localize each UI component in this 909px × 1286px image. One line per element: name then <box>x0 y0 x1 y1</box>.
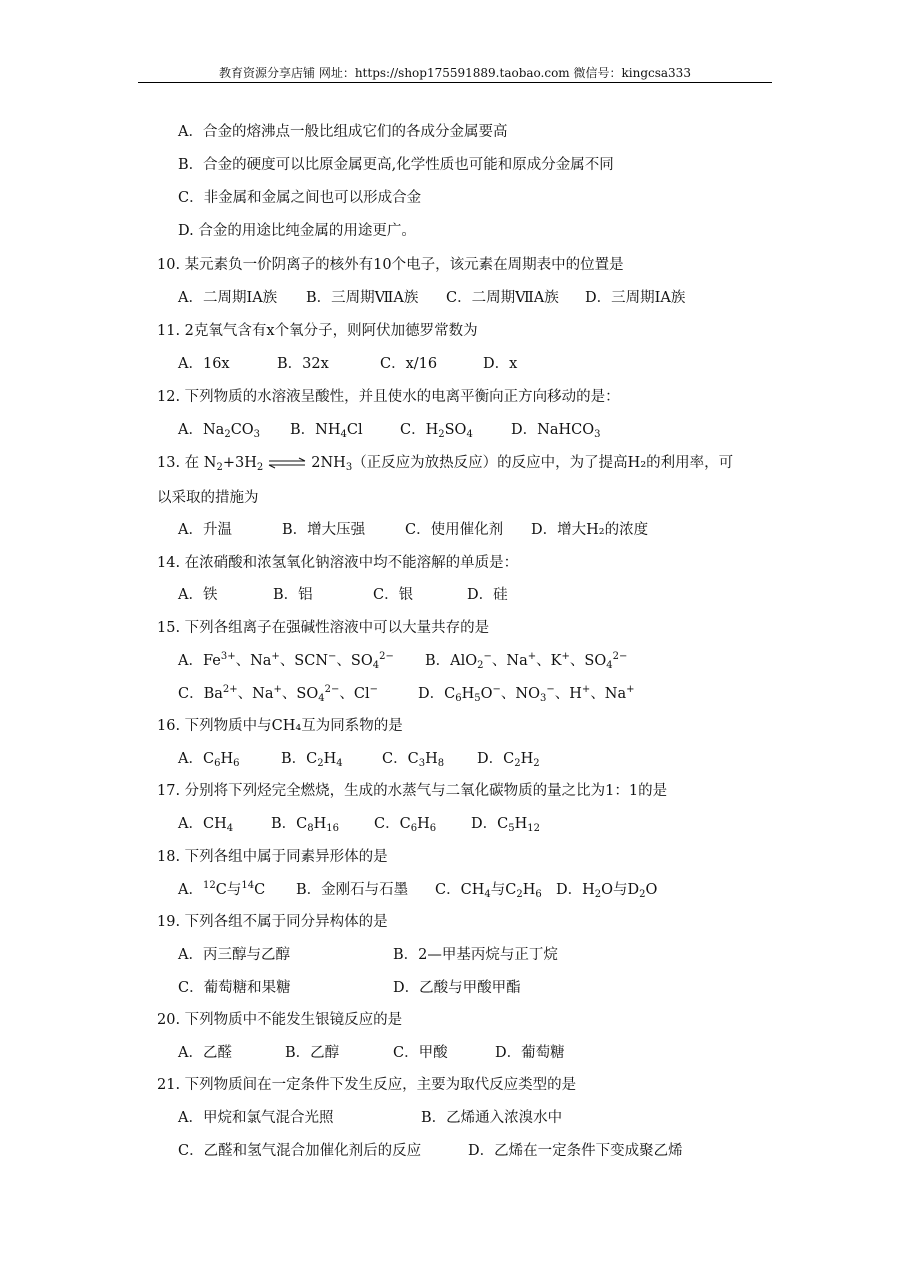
page-header: 教育资源分享店铺 网址：https://shop175591889.taobao.com 微信号：kingcsa333 <box>219 66 691 80</box>
q10-option-c: C．二周期ⅦA族 <box>446 290 559 306</box>
q14-stem: 14. 在浓硝酸和浓氢氧化钠溶液中均不能溶解的单质是： <box>157 555 519 571</box>
q10-stem: 10. 某元素负一价阴离子的核外有10个电子，该元素在周期表中的位置是 <box>157 257 624 273</box>
q15-option-d: D．$C_6H_5O^-$、$NO_3^-$、H+、Na+ <box>418 684 635 704</box>
q10-option-a: A．二周期ⅠA族 <box>178 290 278 306</box>
q15-stem: 15. 下列各组离子在强碱性溶液中可以大量共存的是 <box>157 620 490 636</box>
q19-option-d: D．乙酸与甲酸甲酯 <box>393 980 521 996</box>
q11-stem: 11. 2克氧气含有x个氧分子，则阿伏加德罗常数为 <box>157 323 478 339</box>
q11-option-a: A．16x <box>178 356 230 372</box>
q15-option-b: B．AlO$_2$−、Na+、K+、$SO_4^{2-}$ <box>425 651 628 671</box>
q19-option-b: B．2—甲基丙烷与正丁烷 <box>393 947 558 963</box>
q14-option-b: B．铝 <box>273 587 313 603</box>
q20-stem: 20. 下列物质中不能发生银镜反应的是 <box>157 1012 403 1028</box>
q13-stem-line2: 以采取的措施为 <box>157 490 259 506</box>
q20-option-d: D．葡萄糖 <box>495 1045 565 1061</box>
q18-option-a: A．$^{12}$C与$^{14}$C <box>178 880 266 898</box>
q19-option-a: A．丙三醇与乙醇 <box>178 947 290 963</box>
q10-option-d: D．三周期ⅠA族 <box>585 290 686 306</box>
q13-option-c: C．使用催化剂 <box>405 522 504 538</box>
q12-option-a: A．$Na_2CO_3$ <box>178 422 261 440</box>
q16-option-a: A．$C_6H_6$ <box>178 751 240 769</box>
q9-option-a: A．合金的熔沸点一般比组成它们的各成分金属要高 <box>178 124 508 140</box>
q13-option-d: D．增大H₂的浓度 <box>531 522 649 538</box>
q16-option-b: B．$C_2H_4$ <box>281 751 343 769</box>
q18-option-b: B．金刚石与石墨 <box>296 882 409 898</box>
q19-stem: 19. 下列各组不属于同分异构体的是 <box>157 914 388 930</box>
q20-option-b: B．乙醇 <box>285 1045 340 1061</box>
q9-option-b: B．合金的硬度可以比原金属更高,化学性质也可能和原成分金属不同 <box>178 157 614 173</box>
q17-stem: 17. 分别将下列烃完全燃烧，生成的水蒸气与二氧化碳物质的量之比为1：1的是 <box>157 783 668 799</box>
q21-option-d: D．乙烯在一定条件下变成聚乙烯 <box>468 1143 683 1159</box>
q17-option-b: B．$C_8H_{16}$ <box>271 816 340 834</box>
q21-option-c: C．乙醛和氢气混合加催化剂后的反应 <box>178 1143 422 1159</box>
q21-option-a: A．甲烷和氯气混合光照 <box>178 1110 334 1126</box>
q19-option-c: C．葡萄糖和果糖 <box>178 980 291 996</box>
q18-option-c: C．$CH_4$与$C_2H_6$ <box>435 882 542 900</box>
q21-stem: 21. 下列物质间在一定条件下发生反应，主要为取代反应类型的是 <box>157 1077 577 1093</box>
q12-option-c: C．$H_2SO_4$ <box>400 422 473 440</box>
q17-option-c: C．$C_6H_6$ <box>374 816 437 834</box>
q13-stem <box>157 453 733 473</box>
q9-option-d: D. 合金的用途比纯金属的用途更广。 <box>178 223 416 239</box>
q17-option-a: A．$CH_4$ <box>178 816 234 834</box>
q10-option-b: B．三周期ⅦA族 <box>306 290 419 306</box>
q13-stem-prefix: 13. 在 <box>157 455 204 471</box>
q16-option-d: D．$C_2H_2$ <box>477 751 540 769</box>
q12-stem: 12. 下列物质的水溶液呈酸性，并且使水的电离平衡向正方向移动的是： <box>157 389 620 405</box>
q11-option-d: D．x <box>483 356 518 372</box>
q14-option-a: A．铁 <box>178 587 218 603</box>
q15-option-a: A．$Fe^{3+}$、Na+、SCN−、$SO_4^{2-}$ <box>178 651 394 671</box>
q20-option-a: A．乙醛 <box>178 1045 232 1061</box>
q12-option-b: B．$NH_4Cl$ <box>290 422 363 440</box>
q20-option-c: C．甲酸 <box>393 1045 448 1061</box>
q18-option-d: D．$H_2O$与$D_2O$ <box>556 882 658 900</box>
q18-stem: 18. 下列各组中属于同素异形体的是 <box>157 849 388 865</box>
q14-option-c: C．银 <box>373 587 414 603</box>
q15-option-c: C．$Ba^{2+}$、Na+、$SO_4^{2-}$、Cl− <box>178 684 378 704</box>
q13-reactants: $N_2+3H_2$ <box>203 455 264 473</box>
q11-option-b: B．32x <box>277 356 329 372</box>
q16-stem: 16. 下列物质中与CH₄互为同系物的是 <box>157 718 403 734</box>
q13-option-a: A．升温 <box>178 522 232 538</box>
equilibrium-arrow-icon <box>267 457 307 469</box>
q13-stem-suffix: （正反应为放热反应）的反应中，为了提高H₂的利用率，可 <box>352 455 734 471</box>
q14-option-d: D．硅 <box>467 587 508 603</box>
q12-option-d: D．NaHCO$_3$ <box>511 422 601 440</box>
q21-option-b: B．乙烯通入浓溴水中 <box>421 1110 563 1126</box>
q11-option-c: C．x/16 <box>380 356 438 372</box>
q9-option-c: C．非金属和金属之间也可以形成合金 <box>178 190 422 206</box>
q13-option-b: B．增大压强 <box>282 522 366 538</box>
q16-option-c: C．$C_3H_8$ <box>382 751 445 769</box>
header-rule <box>138 82 772 83</box>
q17-option-d: D．$C_5H_{12}$ <box>471 816 540 834</box>
q13-product: $2NH_3$ <box>311 455 353 473</box>
